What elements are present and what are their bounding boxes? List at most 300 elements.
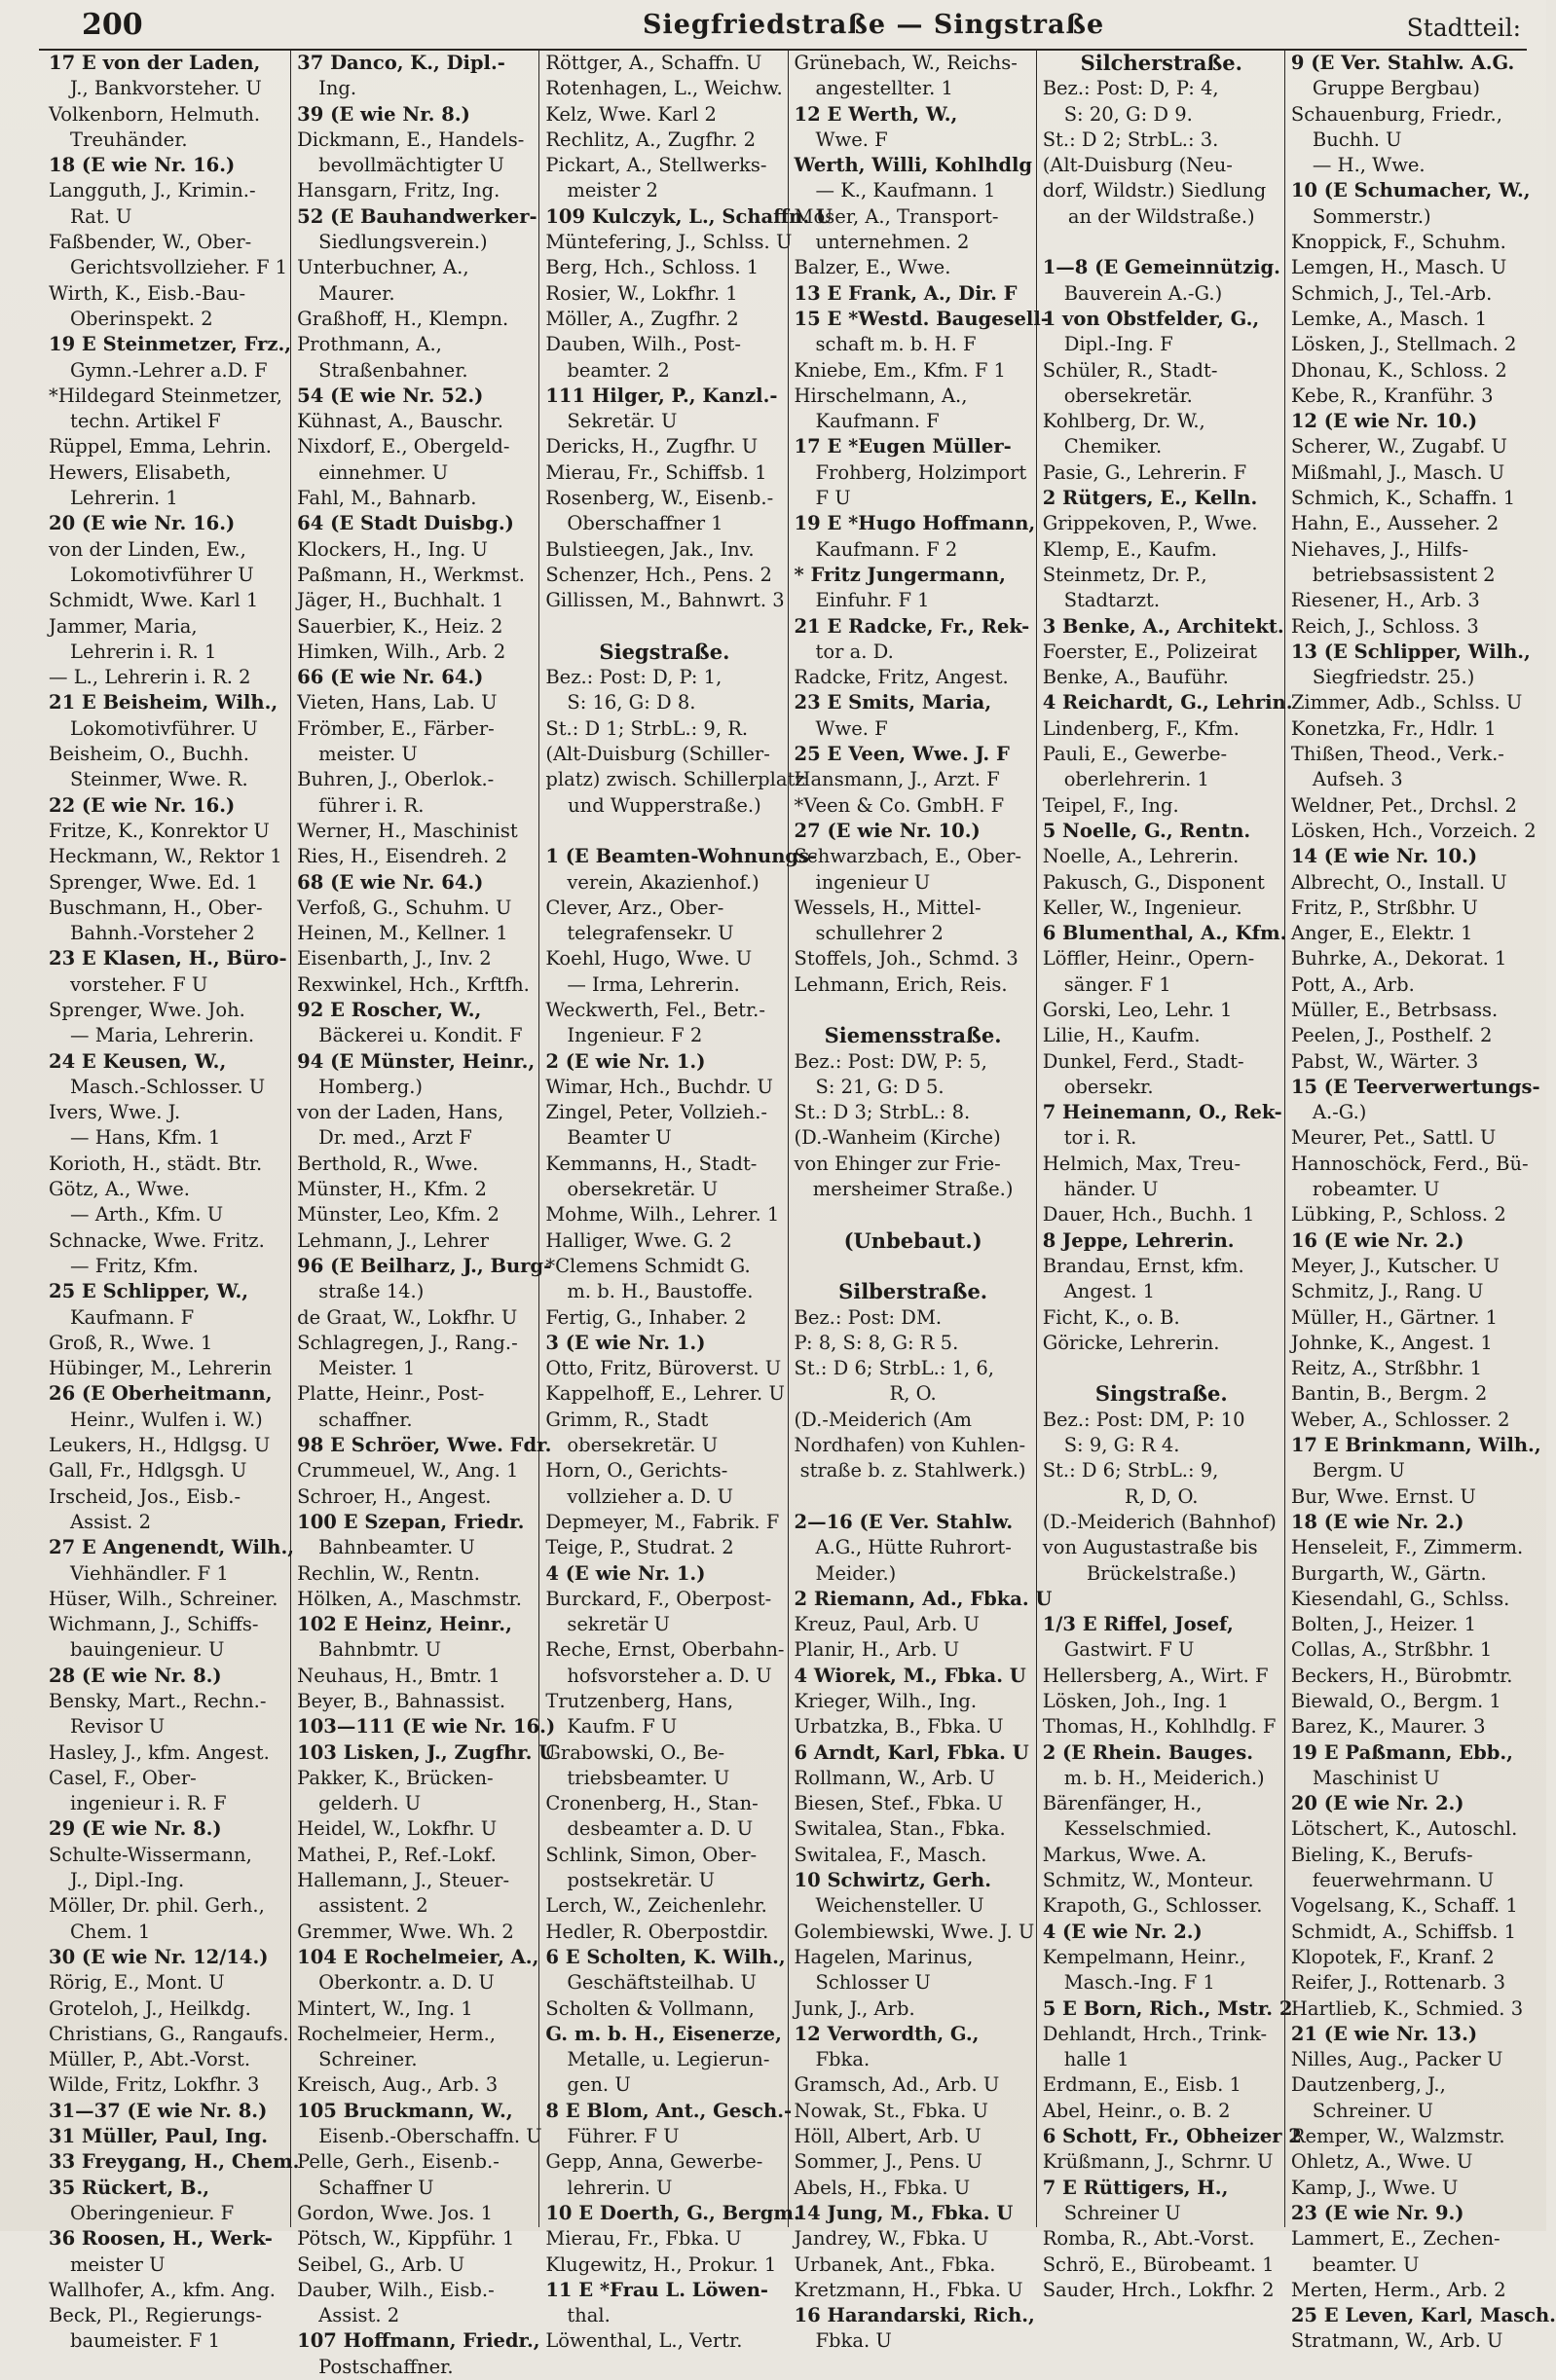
resident-line: Lötschert, K., Autoschl. [1290, 1817, 1518, 1841]
resident-line: Rotenhagen, L., Weichw. [545, 77, 783, 100]
resident-line: Kempelmann, Heinr., [1042, 1945, 1246, 1968]
resident-line: Bauverein A.-G.) [1063, 281, 1223, 305]
house-entry-line: 6 Blumenthal, A., Kfm. [1042, 922, 1287, 945]
resident-line: Jammer, Maria, [49, 614, 198, 638]
house-entry-line: 18 (E wie Nr. 2.) [1290, 1510, 1464, 1533]
resident-line: straße 14.) [318, 1280, 425, 1303]
resident-line: Straßenbahner. [318, 358, 468, 382]
resident-line: Rechlitz, A., Zugfhr. 2 [545, 128, 757, 151]
resident-line: lehrerin. U [567, 2176, 673, 2199]
house-entry-line: 1/3 E Riffel, Josef, [1042, 1613, 1234, 1636]
resident-line: Lammert, E., Zechen- [1290, 2227, 1500, 2251]
resident-line: Angest. 1 [1063, 1280, 1155, 1303]
resident-line: Assist. 2 [318, 2304, 400, 2327]
resident-line: Gall, Fr., Hdlgsgh. U [49, 1459, 247, 1483]
resident-line: Fahl, M., Bahnarb. [297, 487, 477, 510]
resident-line: Hartlieb, K., Schmied. 3 [1290, 1996, 1524, 2020]
resident-line: Höll, Albert, Arb. U [794, 2125, 982, 2148]
resident-line: Fbka. U [815, 2329, 892, 2353]
house-entry-line: 31 Müller, Paul, Ing. [49, 2125, 269, 2148]
resident-line: Göricke, Lehrerin. [1042, 1331, 1220, 1354]
resident-line: Kelz, Wwe. Karl 2 [545, 102, 717, 126]
house-entry-line: 5 E Born, Rich., Mstr. 2 [1042, 1996, 1293, 2020]
resident-line: von Ehinger zur Frie- [794, 1152, 1001, 1175]
house-entry-line: 12 Verwordth, G., [794, 2022, 980, 2045]
resident-line: Himken, Wilh., Arb. 2 [297, 640, 506, 663]
resident-line: F U [815, 487, 851, 510]
resident-line: hofsvorsteher a. D. U [567, 1664, 772, 1687]
resident-line: straße b. z. Stahlwerk.) [799, 1459, 1026, 1483]
resident-line: beamter. 2 [567, 358, 670, 382]
resident-line: Pakusch, G., Disponent [1042, 870, 1265, 894]
house-entry-line: 9 (E Ver. Stahlw. A.G. [1290, 52, 1515, 74]
house-entry-line: 8 Jeppe, Lehrerin. [1042, 1228, 1235, 1252]
resident-line: Pauli, E., Gewerbe- [1042, 743, 1228, 766]
resident-line: Niehaves, J., Hilfs- [1290, 537, 1469, 561]
resident-line: führer i. R. [318, 793, 425, 817]
resident-line: oberlehrerin. 1 [1063, 768, 1209, 791]
resident-line: Lemgen, H., Masch. U [1290, 256, 1507, 279]
resident-line: Eisenb.-Oberschaffn. U [318, 2125, 542, 2148]
resident-line: Fritz, P., Strßbhr. U [1290, 896, 1478, 919]
resident-line: Heinr., Wulfen i. W.) [70, 1408, 263, 1431]
house-entry-line: 4 (E wie Nr. 1.) [545, 1561, 706, 1585]
resident-line: Schaffner U [318, 2176, 434, 2199]
house-entry-line: 14 Jung, M., Fbka. U [794, 2201, 1014, 2224]
resident-line: Weber, A., Schlosser. 2 [1290, 1408, 1510, 1431]
resident-line: Scherer, W., Zugabf. U [1290, 435, 1507, 458]
resident-line: Sommer, J., Pens. U [794, 2150, 982, 2174]
resident-line: Lemke, A., Masch. 1 [1290, 307, 1488, 330]
resident-line: Albrecht, O., Install. U [1290, 870, 1507, 894]
resident-line: Mathei, P., Ref.-Lokf. [297, 1843, 497, 1866]
resident-line: desbeamter a. D. U [567, 1817, 754, 1841]
resident-line: Helmich, Max, Treu- [1042, 1152, 1241, 1175]
resident-line: Dr. med., Arzt F [318, 1126, 472, 1150]
resident-line: Wessels, H., Mittel- [794, 896, 982, 919]
resident-line [545, 614, 783, 640]
house-entry-line: 36 Roosen, H., Werk- [49, 2227, 273, 2251]
column-2 [291, 51, 556, 2378]
resident-line: Graßhoff, H., Klempn. [297, 307, 509, 330]
resident-line: Wallhofer, A., kfm. Ang. [49, 2278, 277, 2301]
resident-line: de Graat, W., Lokfhr. U [297, 1305, 518, 1329]
resident-line: Schlosser U [815, 1971, 931, 1995]
resident-line: Kappelhoff, E., Lehrer. U [545, 1382, 785, 1406]
resident-line: Münster, Leo, Kfm. 2 [297, 1203, 500, 1227]
resident-line: Hölken, A., Maschmstr. [297, 1587, 522, 1610]
resident-line: Jäger, H., Buchhalt. 1 [297, 589, 504, 612]
resident-line: vorsteher. F U [70, 972, 208, 996]
resident-line: Nilles, Aug., Packer U [1290, 2048, 1503, 2071]
resident-line: Rörig, E., Mont. U [49, 1971, 225, 1995]
resident-line: Rosenberg, W., Eisenb.- [545, 487, 774, 510]
house-entry-line: 3 Benke, A., Architekt. [1042, 614, 1284, 638]
house-entry-line: 31—37 (E wie Nr. 8.) [49, 2099, 268, 2122]
house-entry-line: 109 Kulczyk, L., Schaffn. U [545, 204, 833, 228]
resident-line: Dhonau, K., Schloss. 2 [1290, 358, 1507, 382]
resident-line: Schreiner U [1063, 2201, 1181, 2224]
resident-line [795, 1202, 1032, 1227]
house-entry-line: 96 (E Beilharz, J., Burg- [297, 1254, 552, 1277]
resident-line: Dunkel, Ferd., Stadt- [1042, 1049, 1244, 1073]
resident-line: Lübking, P., Schloss. 2 [1290, 1203, 1506, 1227]
resident-line: Pott, A., Arb. [1290, 972, 1415, 996]
resident-line: Schmidt, A., Schiffsb. 1 [1290, 1920, 1517, 1943]
house-entry-line: 21 E Beisheim, Wilh., [49, 691, 278, 714]
resident-line: Dautzenberg, J., [1290, 2073, 1446, 2097]
resident-line: Planir, H., Arb. U [794, 1638, 960, 1662]
resident-line: Lösken, Joh., Ing. 1 [1042, 1690, 1229, 1712]
resident-line: Pakker, K., Brücken- [297, 1766, 494, 1789]
resident-line: Sommerstr.) [1312, 204, 1431, 228]
resident-line: Romba, R., Abt.-Vorst. [1042, 2227, 1255, 2251]
house-entry-line: 23 E Klasen, H., Büro- [49, 947, 287, 970]
resident-line: meister. U [318, 743, 418, 766]
resident-line: Crummeuel, W., Ang. 1 [297, 1459, 519, 1483]
resident-line: assistent. 2 [318, 1894, 428, 1918]
resident-line: Möller, A., Zugfhr. 2 [545, 307, 739, 330]
resident-line [1043, 1587, 1280, 1612]
resident-line: Volkenborn, Helmuth. [49, 102, 261, 126]
resident-line: halle 1 [1063, 2048, 1130, 2071]
resident-line: Kohlberg, Dr. W., [1042, 410, 1205, 433]
resident-line: Zimmer, Adb., Schlss. U [1290, 691, 1523, 714]
resident-line: Jandrey, W., Fbka. U [794, 2227, 989, 2251]
resident-line: Bez.: Post: DM, P: 10 [1042, 1408, 1245, 1431]
resident-line: Löffler, Heinr., Opern- [1042, 947, 1255, 970]
resident-line: Buhrke, A., Dekorat. 1 [1290, 947, 1507, 970]
resident-line: Buchh. U [1312, 128, 1402, 151]
resident-line: Vieten, Hans, Lab. U [297, 691, 498, 714]
resident-line: — L., Lehrerin i. R. 2 [49, 666, 251, 689]
resident-line: Krieger, Wilh., Ing. [794, 1690, 978, 1712]
resident-line: Weldner, Pet., Drchsl. 2 [1290, 793, 1517, 817]
resident-line: Casel, F., Ober- [49, 1766, 197, 1789]
resident-line: Hedler, R. Oberpostdir. [545, 1920, 769, 1943]
resident-line: St.: D 6; StrbL.: 9, [1042, 1459, 1219, 1483]
resident-line: St.: D 6; StrbL.: 1, 6, [794, 1357, 995, 1380]
resident-line: feuerwehrmann. U [1312, 1869, 1495, 1892]
resident-line: Rosier, W., Lokfhr. 1 [545, 281, 738, 305]
house-entry-line: 2—16 (E Ver. Stahlw. [794, 1510, 1014, 1533]
resident-line: Rat. U [70, 204, 132, 228]
resident-line: Bez.: Post: D, P: 4, [1042, 77, 1219, 100]
resident-line: Bantin, B., Bergm. 2 [1290, 1382, 1488, 1406]
resident-line: Gordon, Wwe. Jos. 1 [297, 2201, 494, 2224]
resident-line: Hasley, J., kfm. Angest. [49, 1740, 270, 1764]
house-entry-line: 6 Schott, Fr., Obheizer 2 [1042, 2125, 1302, 2148]
resident-line: (D.-Wanheim (Kirche) [794, 1126, 1001, 1150]
house-entry-line: 13 E Frank, A., Dir. F [794, 281, 1018, 305]
resident-line: vollzieher a. D. U [567, 1484, 734, 1508]
house-entry-line: 20 (E wie Nr. 16.) [49, 512, 236, 535]
resident-line: Benke, A., Bauführ. [1042, 666, 1229, 689]
resident-line: Johnke, K., Angest. 1 [1290, 1331, 1493, 1354]
resident-line: Kemmanns, H., Stadt- [545, 1152, 758, 1175]
resident-line: Keller, W., Ingenieur. [1042, 896, 1242, 919]
resident-line: Koehl, Hugo, Wwe. U [545, 947, 753, 970]
resident-line: von der Laden, Hans, [297, 1101, 504, 1124]
resident-line: Rüppel, Emma, Lehrin. [49, 435, 272, 458]
resident-line: Steinmetz, Dr. P., [1042, 563, 1207, 586]
house-entry-line: 15 (E Teerverwertungs- [1290, 1075, 1540, 1098]
resident-line: Christians, G., Rangaufs. [49, 2022, 289, 2045]
resident-line: Hansmann, J., Arzt. F [794, 768, 1000, 791]
resident-line: Kühnast, A., Bauschr. [297, 410, 503, 433]
resident-line: Schmidt, Wwe. Karl 1 [49, 589, 259, 612]
house-entry-line: 94 (E Münster, Heinr., [297, 1049, 536, 1073]
house-entry-line: 16 (E wie Nr. 2.) [1290, 1228, 1464, 1252]
house-entry-line: 23 E Smits, Maria, [794, 691, 992, 714]
resident-line: ingenieur i. R. F [70, 1792, 227, 1815]
house-entry-line: 111 Hilger, P., Kanzl.- [545, 384, 778, 407]
page-header [39, 6, 1527, 51]
resident-line: Buhren, J., Oberlok.- [297, 768, 495, 791]
resident-line: Lindenberg, F., Kfm. [1042, 716, 1240, 740]
house-entry-line: 11 E *Frau L. Löwen- [545, 2278, 768, 2301]
resident-line: beamter. U [1312, 2252, 1420, 2276]
resident-line: Stadtarzt. [1063, 589, 1161, 612]
resident-line: Pelle, Gerh., Eisenb.- [297, 2150, 500, 2174]
resident-line: Bez.: Post: DW, P: 5, [794, 1049, 987, 1073]
house-entry-line: 35 Rückert, B., [49, 2176, 210, 2199]
directory-columns [43, 51, 1556, 2378]
resident-line: und Wupperstraße.) [568, 793, 761, 817]
resident-line: Viehhändler. F 1 [70, 1561, 229, 1585]
resident-line: Reche, Ernst, Oberbahn- [545, 1638, 785, 1662]
resident-line: Dehlandt, Hrch., Trink- [1042, 2022, 1268, 2045]
resident-line: Kamp, J., Wwe. U [1290, 2176, 1459, 2199]
house-entry-line: 17 E *Eugen Müller- [794, 435, 1012, 458]
resident-line: Heidel, W., Lokfhr. U [297, 1817, 498, 1841]
resident-line: Peelen, J., Posthelf. 2 [1290, 1024, 1493, 1047]
resident-line: Schlagregen, J., Rang.- [297, 1331, 518, 1354]
resident-line: — Irma, Lehrerin. [567, 972, 740, 996]
resident-line: betriebsassistent 2 [1312, 563, 1496, 586]
resident-line: Krüßmann, J., Schrnr. U [1042, 2150, 1274, 2174]
resident-line: bevollmächtigter U [318, 154, 504, 177]
resident-line: Sprenger, Wwe. Ed. 1 [49, 870, 259, 894]
house-entry-line: 1 von Obstfelder, G., [1042, 307, 1260, 330]
resident-line: Bez.: Post: DM. [794, 1305, 943, 1329]
resident-line: S: 21, G: D 5. [815, 1075, 945, 1098]
house-entry-line: 17 E Brinkmann, Wilh., [1290, 1434, 1541, 1457]
resident-line: Metalle, u. Legierun- [567, 2048, 770, 2071]
resident-line: Maurer. [318, 281, 395, 305]
resident-line: Switalea, Stan., Fbka. [794, 1817, 1006, 1841]
resident-line: Teipel, F., Ing. [1042, 793, 1179, 817]
resident-line: Lösken, J., Stellmach. 2 [1290, 333, 1517, 356]
resident-line: Mierau, Fr., Schiffsb. 1 [545, 460, 767, 484]
resident-line: von der Linden, Ew., [49, 537, 246, 561]
resident-line: Assist. 2 [70, 1510, 151, 1533]
resident-line: (D.-Meiderich (Bahnhof) [1042, 1510, 1277, 1533]
house-entry-line: 28 (E wie Nr. 8.) [49, 1664, 222, 1687]
resident-line: Sprenger, Wwe. Joh. [49, 998, 245, 1021]
resident-line: Wwe. F [815, 128, 888, 151]
house-entry-line: 6 Arndt, Karl, Fbka. U [794, 1740, 1029, 1764]
house-entry-line: 23 (E wie Nr. 9.) [1290, 2201, 1464, 2224]
resident-line: Barez, K., Maurer. 3 [1290, 1715, 1486, 1739]
resident-line: Ing. [318, 77, 357, 100]
resident-line: Groß, R., Wwe. 1 [49, 1331, 213, 1354]
house-entry-line: 18 (E wie Nr. 16.) [49, 154, 236, 177]
resident-line: sekretär U [567, 1613, 670, 1636]
resident-line: Maschinist U [1312, 1766, 1440, 1789]
house-entry-line: 7 E Rüttigers, H., [1042, 2176, 1229, 2199]
resident-line: Bergm. U [1312, 1459, 1405, 1483]
resident-line: Oberingenieur. F [70, 2201, 235, 2224]
resident-line: m. b. H., Meiderich.) [1063, 1766, 1265, 1789]
house-entry-line: 52 (E Bauhandwerker- [297, 204, 537, 228]
resident-line: Hüser, Wilh., Schreiner. [49, 1587, 278, 1610]
resident-line: Meister. 1 [318, 1357, 416, 1380]
resident-line: händer. U [1063, 1178, 1159, 1201]
resident-line: Kaufmann. F 2 [815, 537, 958, 561]
resident-line: Pötsch, W., Kippführ. 1 [297, 2227, 515, 2251]
resident-line: Eisenbarth, J., Inv. 2 [297, 947, 492, 970]
resident-line: Urbatzka, B., Fbka. U [794, 1715, 1004, 1739]
resident-line: Beisheim, O., Buchh. [49, 743, 249, 766]
district-label: Stadtteil: [1406, 14, 1521, 42]
resident-line: Grimm, R., Stadt [545, 1408, 709, 1431]
house-entry-line: 103 Lisken, J., Zugfhr. U [297, 1740, 556, 1764]
resident-line: Vogelsang, K., Schaff. 1 [1290, 1894, 1518, 1918]
street-heading: Siemensstraße. [824, 1023, 1002, 1048]
resident-line: Mintert, W., Ing. 1 [297, 1996, 473, 2020]
resident-line: Pickart, A., Stellwerks- [545, 154, 767, 177]
page-title: Siegfriedstraße — Singstraße [643, 10, 1105, 40]
resident-line: Ries, H., Eisendreh. 2 [297, 845, 507, 868]
street-heading: Siegstraße. [599, 639, 730, 664]
resident-line: Riesener, H., Arb. 3 [1290, 589, 1480, 612]
resident-line: schaffner. [318, 1408, 413, 1431]
resident-line: gen. U [567, 2073, 631, 2097]
resident-line: bauingenieur. U [70, 1638, 225, 1662]
resident-line: Bulstieegen, Jak., Inv. [545, 537, 755, 561]
resident-line: Wwe. F [815, 716, 888, 740]
resident-line [1043, 1356, 1280, 1381]
house-entry-line: 2 (E wie Nr. 1.) [545, 1049, 706, 1073]
resident-line: Remper, W., Walzmstr. [1290, 2125, 1505, 2148]
resident-line: einnehmer. U [318, 460, 449, 484]
resident-line: Unterbuchner, A., [297, 256, 469, 279]
street-heading: (Unbebaut.) [843, 1227, 982, 1253]
house-entry-line: 2 Rütgers, E., Kelln. [1042, 487, 1258, 510]
house-entry-line: 39 (E wie Nr. 8.) [297, 102, 470, 126]
resident-line: Masch.-Ing. F 1 [1063, 1971, 1215, 1995]
resident-line: Merten, Herm., Arb. 2 [1290, 2278, 1506, 2301]
resident-line: Kaufmann. F [815, 410, 940, 433]
house-entry-line: 1—8 (E Gemeinnützig. [1042, 256, 1280, 279]
resident-line: Anger, E., Elektr. 1 [1290, 922, 1473, 945]
street-heading: Silcherstraße. [1080, 51, 1242, 75]
resident-line: tor i. R. [1063, 1126, 1137, 1150]
resident-line: St.: D 2; StrbL.: 3. [1042, 128, 1219, 151]
resident-line [795, 998, 1032, 1023]
resident-line: Collas, A., Strßbhr. 1 [1290, 1638, 1493, 1662]
house-entry-line: 102 E Heinz, Heinr., [297, 1613, 512, 1636]
resident-line: S: 20, G: D 9. [1063, 102, 1193, 126]
resident-line: Neuhaus, H., Bmtr. 1 [297, 1664, 500, 1687]
resident-line: Hansgarn, Fritz, Ing. [297, 179, 500, 202]
resident-line: Treuhänder. [70, 128, 188, 151]
resident-line: Gremmer, Wwe. Wh. 2 [297, 1920, 514, 1943]
resident-line: Reifer, J., Rottenarb. 3 [1290, 1971, 1505, 1995]
resident-line: *Hildegard Steinmetzer, [49, 384, 282, 407]
resident-line: Wilde, Fritz, Lokfhr. 3 [49, 2073, 260, 2097]
house-entry-line: 21 E Radcke, Fr., Rek- [794, 614, 1030, 638]
resident-line: A.G., Hütte Ruhrort- [815, 1536, 1012, 1559]
resident-line: Stoffels, Joh., Schmd. 3 [794, 947, 1019, 970]
resident-line: Mohme, Wilh., Lehrer. 1 [545, 1203, 780, 1227]
resident-line: Lehrerin i. R. 1 [70, 640, 217, 663]
resident-line: Weichensteller. U [815, 1894, 984, 1918]
resident-line: techn. Artikel F [70, 410, 221, 433]
house-entry-line: 12 (E wie Nr. 10.) [1290, 410, 1478, 433]
resident-line: Verfoß, G., Schuhm. U [297, 896, 512, 919]
resident-line: *Veen & Co. GmbH. F [794, 793, 1005, 817]
house-entry-line: 10 (E Schumacher, W., [1290, 179, 1531, 202]
house-entry-line: G. m. b. H., Eisenerze, [545, 2022, 782, 2045]
resident-line: Bahnh.-Vorsteher 2 [70, 922, 255, 945]
resident-line: Schroer, H., Angest. [297, 1484, 492, 1508]
street-heading: Silberstraße. [838, 1279, 988, 1304]
resident-line: St.: D 1; StrbL.: 9, R. [545, 716, 749, 740]
resident-line: Geschäftsteilhab. U [567, 1971, 757, 1995]
resident-line: Hagelen, Marinus, [794, 1945, 974, 1968]
house-entry-line: 37 Danco, K., Dipl.- [297, 52, 505, 74]
house-entry-line: 64 (E Stadt Duisbg.) [297, 512, 514, 535]
resident-line: Schulte-Wissermann, [49, 1843, 252, 1866]
resident-line: Wichmann, J., Schiffs- [49, 1613, 259, 1636]
resident-line: St.: D 3; StrbL.: 8. [794, 1101, 971, 1124]
house-entry-line: 54 (E wie Nr. 52.) [297, 384, 484, 407]
house-entry-line: 20 (E wie Nr. 2.) [1290, 1792, 1464, 1815]
resident-line: schaft m. b. H. F [815, 333, 977, 356]
resident-line: A.-G.) [1312, 1101, 1367, 1124]
resident-line: Noelle, A., Lehrerin. [1042, 845, 1240, 868]
resident-line: Lehmann, J., Lehrer [297, 1228, 489, 1252]
house-entry-line: 100 E Szepan, Friedr. [297, 1510, 525, 1533]
resident-line: Seibel, G., Arb. U [297, 2252, 465, 2276]
resident-line: Lehrerin. 1 [70, 487, 178, 510]
house-entry-line: 26 (E Oberheitmann, [49, 1382, 273, 1406]
resident-line: Balzer, E., Wwe. [794, 256, 951, 279]
resident-line: Heinen, M., Kellner. 1 [297, 922, 508, 945]
resident-line: Löwenthal, L., Vertr. [545, 2329, 743, 2353]
resident-line: Möller, Dr. phil. Gerh., [49, 1894, 265, 1918]
resident-line: Irscheid, Jos., Eisb.- [49, 1484, 241, 1508]
house-entry-line: 103—111 (E wie Nr. 16.) [297, 1715, 556, 1739]
resident-line: Dauber, Wilh., Eisb.- [297, 2278, 495, 2301]
resident-line: Werner, H., Maschinist [297, 819, 518, 842]
house-entry-line: 33 Freygang, H., Chem. [49, 2150, 300, 2174]
resident-line: Buschmann, H., Ober- [49, 896, 263, 919]
resident-line: Aufseh. 3 [1312, 768, 1403, 791]
resident-line: Dauben, Wilh., Post- [545, 333, 741, 356]
column-5 [1037, 51, 1302, 2301]
resident-line: Steinmer, Wwe. R. [70, 768, 248, 791]
resident-line: Ohletz, A., Wwe. U [1290, 2150, 1473, 2174]
column-3 [539, 51, 833, 2353]
house-entry-line: 4 (E wie Nr. 2.) [1042, 1920, 1203, 1943]
resident-line: Einfuhr. F 1 [815, 589, 930, 612]
resident-line: Kniebe, Em., Kfm. F 1 [794, 358, 1006, 382]
resident-line: Siedlungsverein.) [318, 231, 488, 254]
resident-line: Hewers, Elisabeth, [49, 460, 232, 484]
